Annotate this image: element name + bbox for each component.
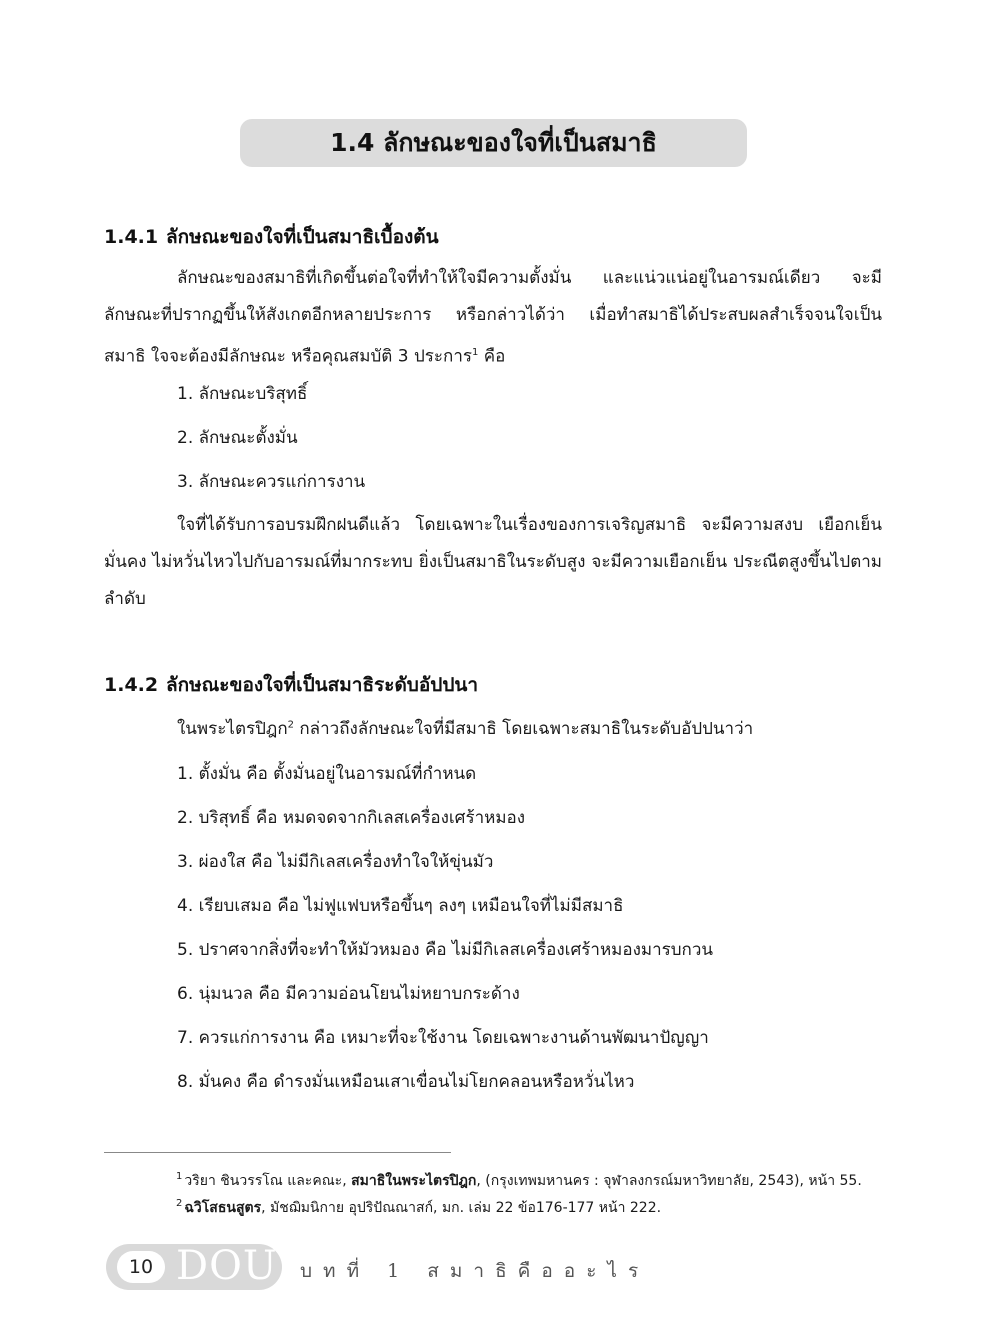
appana-intro: [177, 715, 753, 742]
footnote-title: สมาธิในพระไตรปิฎก: [351, 1173, 477, 1189]
footnote-2: [176, 1197, 661, 1219]
footnote-title: ฉวิโสธนสูตร: [184, 1200, 262, 1216]
list-item: 8. มั่นคง คือ ดำรงมั่นเหมือนเสาเขื่อนไม่โยกคลอนหรือหวั่นไหว: [177, 1072, 635, 1092]
intro-text-a: ในพระไตรปิฎก: [177, 719, 288, 739]
footnote-mark: 1: [176, 1171, 183, 1183]
page-number-text: 10: [128, 1256, 154, 1278]
list-item: 1. ลักษณะบริสุทธิ์: [177, 384, 308, 404]
subsection-heading-1-4-2: [104, 670, 478, 700]
footnote-text: วริยา ชินวรรโณ และคณะ,: [184, 1173, 352, 1189]
section-title: 1.4 ลักษณะของใจที่เป็นสมาธิ: [330, 128, 657, 157]
footnote-ref-1[interactable]: 1: [472, 347, 479, 358]
footnote-text: , (กรุงเทพมหานคร : จุฬาลงกรณ์มหาวิทยาลัย, 2543), หน้า 55.: [476, 1173, 862, 1189]
paragraph-1-end: คือ: [478, 346, 506, 367]
list-item: 4. เรียบเสมอ คือ ไม่ฟูแฟบหรือขึ้นๆ ลงๆ เหมือนใจที่ไม่มีสมาธิ: [177, 896, 624, 916]
paragraph-2: ใจที่ได้รับการอบรมฝึกฝนดีแล้ว โดยเฉพาะในเรื่องของการเจริญสมาธิ จะมีความสงบ เยือกเย็น มั่นคง ไม่หวั่นไหวไปกับอารมณ์ที่มากระทบ ยิ่งเป็นสมาธิในระดับสูง จะมีความเยือกเย็น ประณีตสูงขึ้นไปตามลำดับ: [104, 515, 882, 609]
list-item: 3. ลักษณะควรแก่การงาน: [177, 472, 366, 492]
footnote-ref-2[interactable]: 2: [287, 719, 294, 731]
footnote-mark: 2: [176, 1198, 183, 1210]
chapter-title: บทที่ 1 สมาธิคืออะไร: [300, 1260, 650, 1282]
list-item: 7. ควรแก่การงาน คือ เหมาะที่จะใช้งาน โดยเฉพาะงานด้านพัฒนาปัญญา: [177, 1028, 709, 1048]
list-item: 5. ปราศจากสิ่งที่จะทำให้มัวหมอง คือ ไม่มีกิเลสเครื่องเศร้าหมองมารบกวน: [177, 940, 713, 960]
brand-logo: DOU: [176, 1243, 278, 1289]
paragraph-1: [104, 260, 882, 376]
footnote-1: [176, 1170, 862, 1192]
list-item: 2. บริสุทธิ์ คือ หมดจดจากกิเลสเครื่องเศร้าหมอง: [177, 808, 526, 828]
list-item: 1. ตั้งมั่น คือ ตั้งมั่นอยู่ในอารมณ์ที่กำหนด: [177, 764, 477, 784]
footnote-divider: [104, 1152, 451, 1153]
subsection-number: 1.4.1: [104, 226, 159, 248]
page-number: [117, 1251, 165, 1283]
footnote-text: , มัชฌิมนิกาย อุปริปัณณาสก์, มก. เล่ม 22 ข้อ176-177 หน้า 222.: [261, 1200, 662, 1216]
subsection-title: ลักษณะของใจที่เป็นสมาธิเบื้องต้น: [166, 226, 439, 248]
list-item: 3. ผ่องใส คือ ไม่มีกิเลสเครื่องทำใจให้ขุ่นมัว: [177, 852, 494, 872]
subsection-title: ลักษณะของใจที่เป็นสมาธิระดับอัปปนา: [166, 674, 479, 696]
intro-text-b: กล่าวถึงลักษณะใจที่มีสมาธิ โดยเฉพาะสมาธิในระดับอัปปนาว่า: [293, 719, 754, 739]
list-item: 2. ลักษณะตั้งมั่น: [177, 428, 298, 448]
section-title-banner: [240, 119, 747, 167]
subsection-heading-1-4-1: [104, 222, 439, 252]
list-item: 6. นุ่มนวล คือ มีความอ่อนโยนไม่หยาบกระด้าง: [177, 984, 520, 1004]
paragraph-1-text: ลักษณะของสมาธิที่เกิดขึ้นต่อใจที่ทำให้ใจมีความตั้งมั่น และแน่วแน่อยู่ในอารมณ์เดียว จะมีลักษณะที่ปรากฏขึ้นให้สังเกตอีกหลายประการ หรือกล่าวได้ว่า เมื่อทำสมาธิได้ประสบผลสำเร็จจนใจเป็นสมาธิ ใจจะต้องมีลักษณะ หรือคุณสมบัติ 3 ประการ: [104, 268, 882, 367]
subsection-number: 1.4.2: [104, 674, 159, 696]
